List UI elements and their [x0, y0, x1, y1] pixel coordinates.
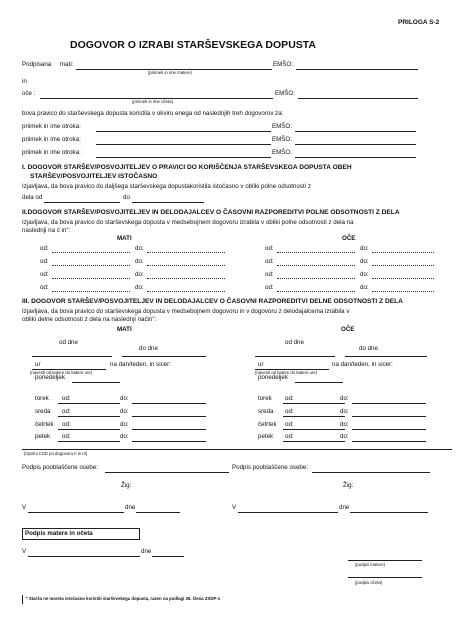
- section2-heading: II.DOGOVOR STARŠEV/POSVOJITELJEV IN DELODAJALCEV O ČASOVNI RAZPOREDITVI POLNE ODSOTNOSTI Z DELA: [22, 209, 400, 216]
- csd-note: (izpolni CSD po dogovoru II in III): [24, 451, 88, 456]
- podpis-matere-hint: (podpis matere): [355, 562, 386, 567]
- sec2-mati-do-field-2[interactable]: [147, 278, 225, 279]
- sec3-mati-do-label-1: do:: [120, 395, 129, 402]
- section2-mati-col: MATI: [117, 235, 132, 242]
- child2-field[interactable]: [96, 144, 271, 145]
- sec3-oce-day-4: petek: [258, 433, 274, 440]
- sec2-oce-do-label-2: do:: [360, 271, 369, 278]
- sec3-oce-od-field-1[interactable]: [283, 403, 345, 404]
- child1-field[interactable]: [96, 131, 271, 132]
- v-1-field[interactable]: [28, 512, 124, 513]
- v-2-label: V: [232, 504, 237, 511]
- child3-emso-label: EMŠO:: [272, 149, 292, 156]
- sec3-oce-do-field-3[interactable]: [352, 429, 426, 430]
- sec3-oce-do-label-2: do:: [340, 408, 349, 415]
- sec3-oce-do-label-1: do:: [340, 395, 349, 402]
- sec2-mati-od-label-3: od:: [40, 284, 49, 291]
- sec3-mati-do-field-1[interactable]: [132, 403, 206, 404]
- podpis-pooblascene-1-label: Podpis pooblaščene osebe:: [22, 464, 99, 471]
- section2-text: Izjavljava, da bova pravico do starševskega dopusta v medsebojnem dogovoru izrabila v obliki polne odsotnosti z dela na: [22, 219, 354, 226]
- mati-na-dan-label: na dan/teden, in sicer:: [110, 361, 171, 368]
- mati-navesti-hint: (navesti od katere do katere ure): [30, 370, 93, 375]
- child3-label: priimek in ime otroka:: [22, 149, 81, 156]
- section3-oce-col: OČE: [341, 326, 355, 333]
- sec3-oce-od-label-4: od:: [285, 433, 294, 440]
- sec2-oce-do-label-1: do:: [360, 258, 369, 265]
- sec2-oce-od-field-0[interactable]: [277, 252, 355, 253]
- sec2-mati-od-field-1[interactable]: [52, 265, 130, 266]
- in-label: in: [22, 78, 27, 85]
- oce-od-dne-field[interactable]: [255, 356, 335, 357]
- section3-text: Izjavljava, da bova pravico do starševskega dopusta v medsebojnem dogovoru in v dogovoru z delodajalcema izrabila v: [22, 308, 350, 315]
- podpis-pooblascene-1-field[interactable]: [105, 472, 229, 473]
- sec2-mati-od-field-0[interactable]: [52, 252, 130, 253]
- sec3-oce-do-field-2[interactable]: [352, 416, 426, 417]
- section3-text-2: obliki delne odsotnosti z dela na naslednji način":: [22, 316, 157, 323]
- sec3-mati-do-field-3[interactable]: [132, 429, 206, 430]
- child1-emso-field[interactable]: [295, 131, 416, 132]
- zig-2-label: Žig:: [343, 482, 354, 489]
- child2-emso-field[interactable]: [295, 144, 416, 145]
- dne-1-label: dne: [125, 504, 136, 511]
- section1-do-field[interactable]: [132, 202, 204, 203]
- sec2-mati-od-field-3[interactable]: [52, 291, 130, 292]
- sec3-oce-day-0: ponedeljek: [258, 374, 288, 381]
- section1-dela-od-label: dela od: [22, 194, 43, 201]
- sec3-mati-od-field-1[interactable]: [58, 403, 120, 404]
- oce-hint: (priimek in ime očeta): [132, 99, 174, 104]
- dne-1-field[interactable]: [136, 512, 180, 513]
- sec3-mati-day-2: sreda: [35, 408, 51, 415]
- v-1-label: V: [22, 504, 27, 511]
- sec2-oce-do-field-1[interactable]: [372, 265, 434, 266]
- mati-ur-label: ur: [35, 361, 41, 368]
- sec3-mati-od-field-3[interactable]: [58, 429, 120, 430]
- sec2-mati-od-label-2: od:: [40, 271, 49, 278]
- sec3-mati-od-label-4: od:: [62, 433, 71, 440]
- sec2-mati-od-label-1: od:: [40, 258, 49, 265]
- sec2-oce-od-label-3: od:: [265, 284, 274, 291]
- sec2-mati-do-label-2: do:: [135, 271, 144, 278]
- emso2-label: EMŠO:: [275, 90, 295, 97]
- child2-emso-label: EMŠO:: [272, 136, 292, 143]
- child3-field[interactable]: [96, 157, 271, 158]
- sec2-oce-do-label-3: do:: [360, 284, 369, 291]
- sec3-mati-do-label-2: do:: [120, 408, 129, 415]
- sec3-mati-day-3: četrtek: [35, 421, 54, 428]
- podpis-pooblascene-2-field[interactable]: [312, 472, 430, 473]
- mati-hint: (priimek in ime matere): [148, 70, 192, 75]
- footnote-text: * Starša ne moreta istočasno koristiti starševskega dopusta, razen na podlagi 35. člena ZSDP-1: [26, 596, 221, 601]
- sec2-oce-od-field-1[interactable]: [277, 265, 355, 266]
- sec3-mati-day-0: ponedeljek: [35, 374, 65, 381]
- sec2-oce-do-field-3[interactable]: [372, 291, 434, 292]
- oce-od-dne-label: od dne: [285, 339, 304, 346]
- sec3-oce-do-field-4[interactable]: [352, 441, 426, 442]
- emso-label: EMŠO:: [273, 61, 293, 68]
- mati-do-dne-field[interactable]: [122, 356, 206, 357]
- section1-heading-2: STARŠEV/POSVOJITELJEV ISTOČASNO: [30, 173, 158, 180]
- podpis-oceta-field[interactable]: [348, 577, 422, 578]
- podpis-matere-oceta-label: Podpis matere in očeta: [25, 530, 93, 537]
- agreement-text: bova pravico do starševskega dopusta koristila v okviru enega od naslednjih treh dogovorov za:: [22, 110, 284, 117]
- sec2-mati-do-field-3[interactable]: [147, 291, 225, 292]
- sec3-oce-day-3: četrtek: [258, 421, 277, 428]
- mati-emso-field[interactable]: [296, 69, 418, 70]
- sec3-oce-day-1: torek: [258, 395, 272, 402]
- section1-heading: I. DOGOVOR STARŠEV/POSVOJITELJEV O PRAVICI DO KORIŠČENJA STARŠEVSKEGA DOPUSTA OBEH: [22, 164, 352, 171]
- sec2-oce-do-field-2[interactable]: [372, 278, 434, 279]
- sec2-oce-od-label-0: od:: [265, 245, 274, 252]
- section1-do-label: do: [123, 194, 130, 201]
- sec3-oce-do-field-1[interactable]: [352, 403, 426, 404]
- sec3-mati-od-label-3: od:: [62, 421, 71, 428]
- sec3-oce-od-field-3[interactable]: [283, 429, 345, 430]
- sec3-oce-day-2: sreda: [258, 408, 274, 415]
- sec3-oce-do-label-3: do:: [340, 421, 349, 428]
- sec2-oce-od-label-1: od:: [265, 258, 274, 265]
- podpis-pooblascene-2-label: Podpis pooblaščene osebe:: [232, 464, 309, 471]
- sec3-mati-od-label-2: od:: [62, 408, 71, 415]
- sec2-oce-od-label-2: od:: [265, 271, 274, 278]
- sec2-mati-od-label-0: od:: [40, 245, 49, 252]
- child2-label: priimek in ime otroka:: [22, 136, 81, 143]
- child1-label: priimek in ime otroka:: [22, 123, 81, 130]
- oce-emso-field[interactable]: [298, 98, 418, 99]
- podpis-oceta-hint: (podpis očeta): [355, 580, 383, 585]
- document-title: DOGOVOR O IZRABI STARŠEVSKEGA DOPUSTA: [70, 39, 316, 51]
- sec2-oce-do-field-0[interactable]: [372, 252, 434, 253]
- sec3-mati-day-4: petek: [35, 433, 51, 440]
- oce-navesti-hint: (navesti od katere do katere ure): [255, 370, 318, 375]
- sec3-mati-do-field-2[interactable]: [132, 416, 206, 417]
- sec2-mati-do-label-0: do:: [135, 245, 144, 252]
- oce-ur-label: ur: [258, 361, 264, 368]
- sec3-oce-od-label-1: od:: [285, 395, 294, 402]
- section3-heading: III. DOGOVOR STARŠEV/POSVOJITELJEV IN DELODAJALCEV O ČASOVNI RAZPOREDITVI DELNE ODSOTNOSTI Z DELA: [22, 298, 403, 305]
- sec3-oce-od-field-4[interactable]: [283, 441, 345, 442]
- form-code: PRILOGA S-2: [398, 19, 440, 26]
- podpisana-label: Podpisana: [22, 61, 52, 68]
- sec2-mati-do-field-0[interactable]: [147, 252, 225, 253]
- sec2-mati-do-field-1[interactable]: [147, 265, 225, 266]
- sec2-mati-do-label-1: do:: [135, 258, 144, 265]
- mati-do-dne-label: do dne: [139, 345, 158, 352]
- sec3-mati-do-field-4[interactable]: [132, 441, 206, 442]
- zig-1-label: Žig:: [121, 482, 132, 489]
- sec3-oce-od-label-2: od:: [285, 408, 294, 415]
- v-3-field[interactable]: [28, 556, 140, 557]
- mati-od-dne-field[interactable]: [32, 356, 112, 357]
- sec2-oce-od-field-3[interactable]: [277, 291, 355, 292]
- sec2-mati-do-label-3: do:: [135, 284, 144, 291]
- sec3-mati-do-label-3: do:: [120, 421, 129, 428]
- child3-emso-field[interactable]: [295, 157, 416, 158]
- section2-oce-col: OČE: [342, 235, 356, 242]
- sec2-oce-do-label-0: do:: [360, 245, 369, 252]
- sec3-mati-od-label-1: od:: [62, 395, 71, 402]
- sec3-mati-day-1: torek: [35, 395, 49, 402]
- oce-label: oče :: [22, 90, 36, 97]
- footnote-box: [22, 595, 255, 604]
- sec3-oce-od-field-2[interactable]: [283, 416, 345, 417]
- oce-do-dne-label: do dne: [359, 345, 378, 352]
- v-2-field[interactable]: [238, 512, 338, 513]
- dne-2-label: dne: [339, 504, 350, 511]
- dne-3-field[interactable]: [152, 556, 184, 557]
- sec3-oce-pon-field[interactable]: [295, 382, 343, 383]
- sec3-mati-do-label-4: do:: [120, 433, 129, 440]
- section1-text: Izjavljava, da bova pravico do daljšega starševskega dopustakoristila istočasno v obliki polne odsotnosti z: [22, 183, 311, 190]
- oce-na-dan-label: na dan/teden, in sicer:: [332, 361, 393, 368]
- sec3-mati-od-field-2[interactable]: [58, 416, 120, 417]
- dne-3-label: dne: [141, 548, 152, 555]
- v-3-label: V: [22, 548, 27, 555]
- sec3-mati-pon-field[interactable]: [72, 382, 120, 383]
- section1-od-field[interactable]: [44, 202, 120, 203]
- sec3-mati-od-field-4[interactable]: [58, 441, 120, 442]
- sec2-oce-od-field-2[interactable]: [277, 278, 355, 279]
- podpis-matere-field[interactable]: [348, 560, 422, 561]
- section3-separator: [22, 449, 452, 450]
- oce-do-dne-field[interactable]: [345, 356, 427, 357]
- mati-od-dne-label: od dne: [59, 339, 78, 346]
- dne-2-field[interactable]: [350, 512, 428, 513]
- podpis-matere-oceta-box: [22, 528, 140, 540]
- sec3-oce-od-label-3: od:: [285, 421, 294, 428]
- section3-mati-col: MATI: [117, 326, 132, 333]
- section2-text-2: naslednji na č in":: [22, 227, 71, 234]
- sec2-mati-od-field-2[interactable]: [52, 278, 130, 279]
- child1-emso-label: EMŠO:: [272, 123, 292, 130]
- sec3-oce-do-label-4: do:: [340, 433, 349, 440]
- mati-label: mati:: [60, 61, 74, 68]
